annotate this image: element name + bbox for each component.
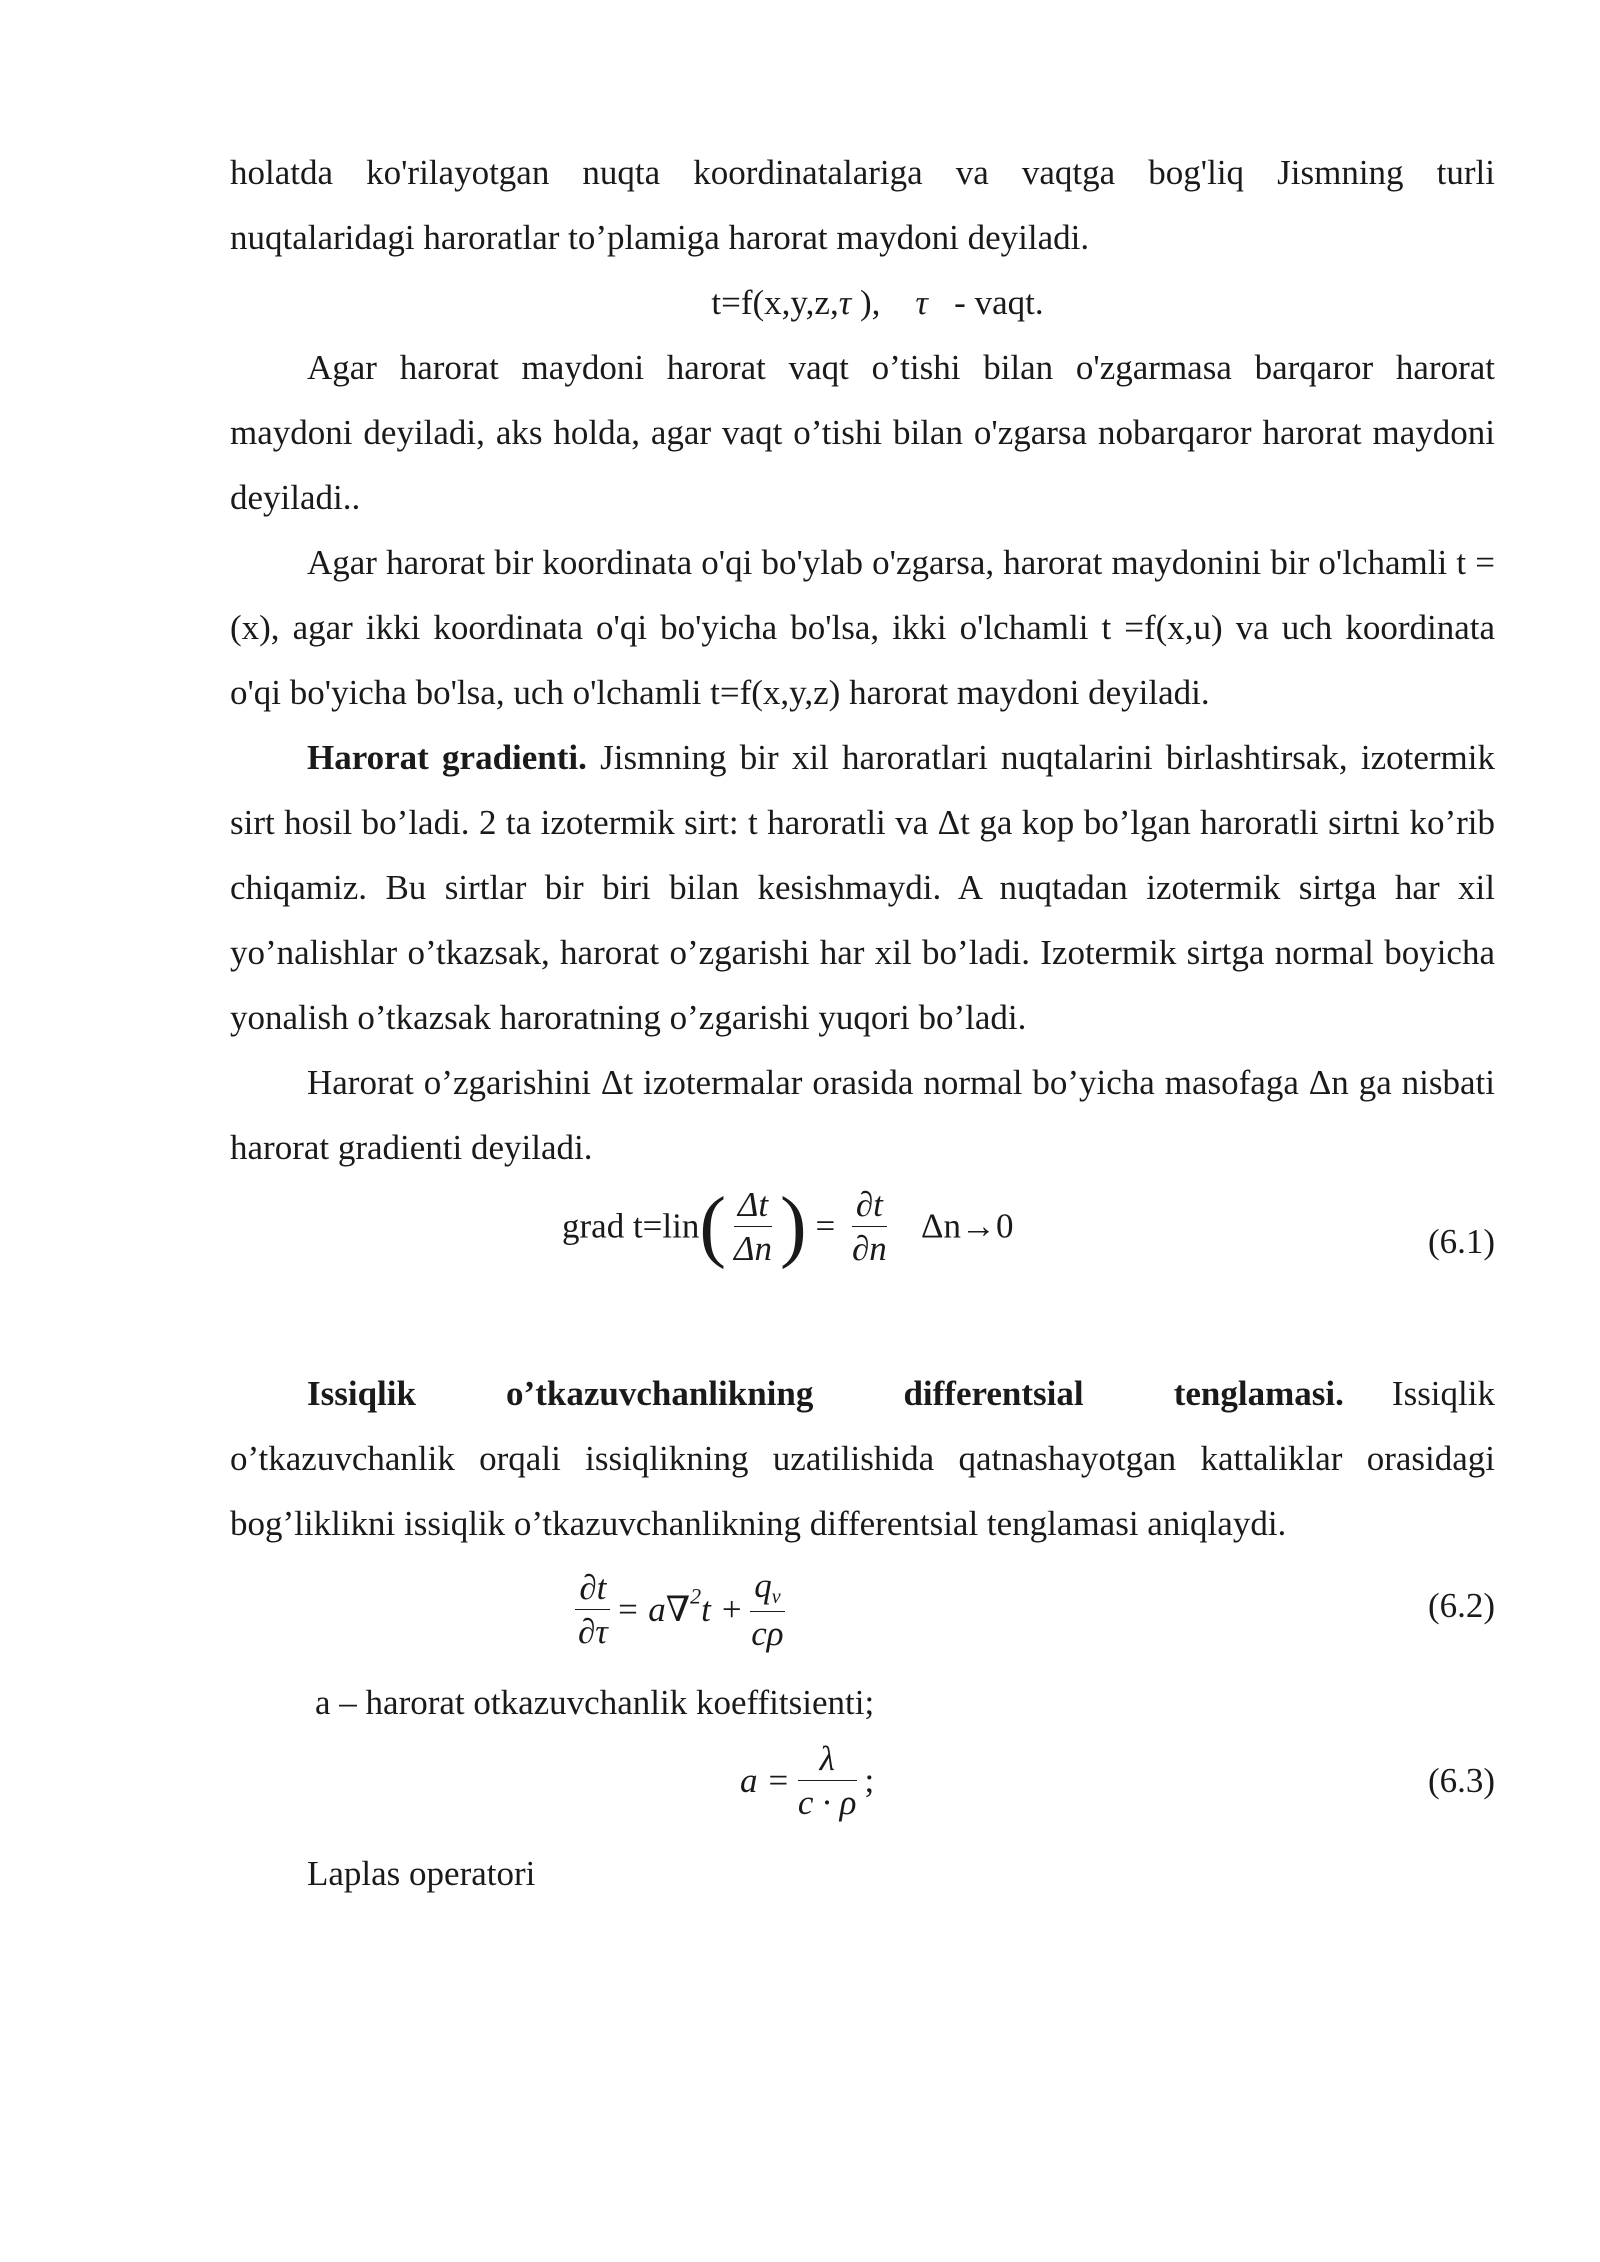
eq63-den: c · ρ [797, 1783, 857, 1822]
formula-part-b: ), [859, 283, 881, 322]
eq61-frac-1 [730, 1184, 776, 1268]
heading-harorat-gradienti: Harorat gradienti. [307, 738, 587, 777]
equation-number-6-1: (6.1) [1427, 1222, 1495, 1261]
eq62-den-2: cρ [751, 1614, 784, 1653]
eq63-lhs: a = [740, 1761, 790, 1800]
eq61-lhs: grad t=lin [562, 1206, 700, 1246]
paragraph-6-text: Issiqlik o’tkazuvchanlik orqali issiqlikning uzatilishida qatnashayotgan kattaliklar orasidagi bog’liklikni issiqlik o’tkazuvchanlikning differentsial tenglamasi aniqlaydi. [230, 1374, 1495, 1543]
equation-6-2-body [570, 1568, 792, 1651]
eq61-equals: = [815, 1206, 836, 1246]
eq62-q: q [754, 1566, 772, 1605]
spacer [230, 1301, 1495, 1361]
eq61-den-2: ∂n [851, 1228, 887, 1268]
eq61-num-2: ∂t [852, 1187, 887, 1227]
equation-6-1 [230, 1182, 1495, 1301]
paragraph-4-text: Jismning bir xil haroratlari nuqtalarini birlashtirsak, izotermik sirt hosil bo’ladi. 2 ta izotermik sirt: t haroratli va Δt ga kop bo’lgan haroratli sirtni ko’rib chiqamiz. Bu sirtlar bir biri bilan kesishmaydi. A nuqtadan izotermik sirtga har xil yo’nalishlar o’tkazsak, harorat o’zgarishi har xil bo’ladi. Izotermik sirtga normal boyicha yonalish o’tkazsak haroratning o’zgarishi yuqori bo’ladi. [230, 738, 1495, 1037]
eq62-num-1: ∂t [575, 1570, 610, 1610]
paragraph-7: a – harorat otkazuvchanlik koeffitsienti; [315, 1683, 875, 1722]
eq62-q-sub: v [771, 1586, 781, 1608]
equation-number-6-3: (6.3) [1427, 1761, 1495, 1800]
equation-6-1-body [562, 1182, 1014, 1270]
eq61-condition: Δn→0 [920, 1206, 1014, 1246]
eq62-frac-1 [574, 1570, 612, 1649]
equation-number-6-2: (6.2) [1427, 1586, 1495, 1625]
eq62-mid-2: t + [701, 1590, 744, 1629]
formula-tau: τ [838, 283, 852, 322]
paragraph-6 [230, 1361, 1495, 1556]
eq63-num: λ [798, 1741, 857, 1781]
eq62-frac-2 [747, 1568, 787, 1651]
formula-part-c: - vaqt. [954, 283, 1044, 322]
eq62-exp: 2 [690, 1583, 702, 1609]
eq61-num-1: Δt [734, 1187, 772, 1227]
paragraph-1-line-2: nuqtalaridagi haroratlar to’plamiga harorat maydoni deyiladi. [230, 218, 1090, 257]
paragraph-4 [230, 725, 1495, 1050]
document-page [230, 140, 1495, 1906]
paragraph-1-line-1: holatda ko'rilayotgan nuqta koordinatalariga va vaqtga bog'liq Jismning turli [230, 153, 1495, 192]
formula-part-a: t=f(x,y,z, [711, 283, 839, 322]
paragraph-8: Laplas operatori [307, 1854, 536, 1893]
left-paren: ( [699, 1182, 726, 1270]
eq62-mid: = a∇ [615, 1590, 691, 1629]
eq63-frac [794, 1741, 861, 1820]
eq62-num-2 [750, 1568, 784, 1612]
heading-differential-equation: Issiqlik o’tkazuvchanlikning differentsial tenglamasi. [307, 1374, 1344, 1413]
equation-6-3 [230, 1741, 1495, 1841]
right-paren: ) [780, 1182, 807, 1270]
eq61-den-1: Δn [734, 1228, 773, 1268]
paragraph-3: Agar harorat bir koordinata o'qi bo'ylab o'zgarsa, harorat maydonini bir o'lchamli t = (x), agar ikki koordinata o'qi bo'yicha bo'lsa, ikki o'lchamli t =f(x,u) va uch koordinata o'qi bo'yicha bo'lsa, uch o'lchamli t=f(x,y,z) harorat maydoni deyiladi. [230, 543, 1495, 712]
equation-6-2 [230, 1568, 1495, 1668]
paragraph-2: Agar harorat maydoni harorat vaqt o’tishi bilan o'zgarmasa barqaror harorat maydoni deyiladi, aks holda, agar vaqt o’tishi bilan o'zgarsa nobarqaror harorat maydoni deyiladi.. [230, 348, 1495, 517]
eq63-semicolon: ; [864, 1761, 875, 1800]
formula-tau-2: τ [915, 283, 928, 322]
eq62-den-1: ∂τ [578, 1612, 608, 1651]
eq61-frac-2 [848, 1184, 891, 1268]
paragraph-5: Harorat o’zgarishini Δt izotermalar orasida normal bo’yicha masofaga Δn ga nisbati harorat gradienti deyiladi. [230, 1063, 1495, 1167]
formula-temperature-field [230, 270, 1495, 335]
equation-6-3-body [740, 1741, 874, 1820]
